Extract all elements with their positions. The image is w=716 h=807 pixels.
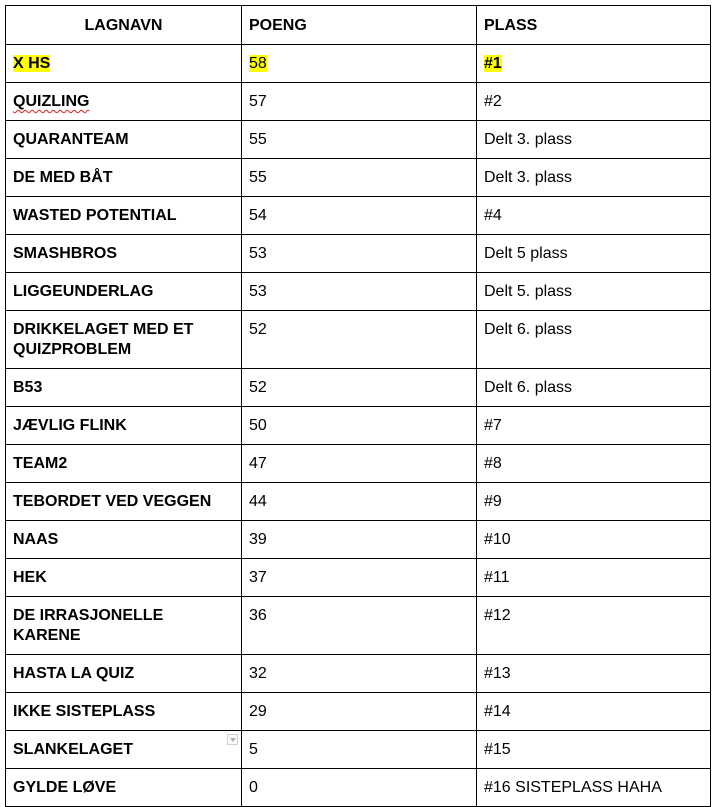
points-cell[interactable]: 44 bbox=[242, 483, 477, 521]
team-name-cell[interactable]: NAAS bbox=[6, 521, 242, 559]
table-row bbox=[6, 311, 711, 369]
team-name: X HS bbox=[13, 55, 51, 72]
table-row bbox=[6, 369, 711, 407]
table-row bbox=[6, 483, 711, 521]
table-row bbox=[6, 731, 711, 769]
team-name-cell[interactable]: LIGGEUNDERLAG bbox=[6, 273, 242, 311]
place-cell[interactable]: #4 bbox=[477, 197, 711, 235]
table-row bbox=[6, 83, 711, 121]
table-row bbox=[6, 769, 711, 807]
team-name-cell[interactable] bbox=[6, 45, 242, 83]
place-cell[interactable]: Delt 6. plass bbox=[477, 311, 711, 369]
points-cell[interactable]: 47 bbox=[242, 445, 477, 483]
place-cell[interactable]: Delt 5 plass bbox=[477, 235, 711, 273]
table-row bbox=[6, 445, 711, 483]
table-row bbox=[6, 121, 711, 159]
team-name-cell[interactable]: DE IRRASJONELLE KARENE bbox=[6, 597, 242, 655]
points-cell[interactable] bbox=[242, 45, 477, 83]
place-cell[interactable]: #13 bbox=[477, 655, 711, 693]
place-cell[interactable]: Delt 5. plass bbox=[477, 273, 711, 311]
place-cell[interactable] bbox=[477, 45, 711, 83]
points-cell[interactable]: 0 bbox=[242, 769, 477, 807]
place-cell[interactable]: #9 bbox=[477, 483, 711, 521]
team-name: QUIZLING bbox=[13, 93, 90, 110]
team-name: SLANKELAGET bbox=[13, 741, 133, 758]
team-name-cell[interactable]: B53 bbox=[6, 369, 242, 407]
table-row bbox=[6, 235, 711, 273]
points-cell[interactable]: 52 bbox=[242, 369, 477, 407]
table-row bbox=[6, 197, 711, 235]
place-cell[interactable]: #12 bbox=[477, 597, 711, 655]
place-cell[interactable]: #2 bbox=[477, 83, 711, 121]
place-cell[interactable]: Delt 3. plass bbox=[477, 121, 711, 159]
table-row bbox=[6, 597, 711, 655]
points-cell[interactable]: 37 bbox=[242, 559, 477, 597]
team-name-cell[interactable] bbox=[6, 731, 242, 769]
place: #1 bbox=[484, 55, 502, 72]
team-name-cell[interactable] bbox=[6, 83, 242, 121]
table-row bbox=[6, 559, 711, 597]
team-name-cell[interactable]: DRIKKELAGET MED ET QUIZPROBLEM bbox=[6, 311, 242, 369]
points-cell[interactable]: 36 bbox=[242, 597, 477, 655]
team-name-cell[interactable]: IKKE SISTEPLASS bbox=[6, 693, 242, 731]
place-cell[interactable]: #16 SISTEPLASS HAHA bbox=[477, 769, 711, 807]
table-row bbox=[6, 521, 711, 559]
table-row bbox=[6, 159, 711, 197]
team-name-cell[interactable]: HEK bbox=[6, 559, 242, 597]
team-name-cell[interactable]: QUARANTEAM bbox=[6, 121, 242, 159]
points-cell[interactable]: 55 bbox=[242, 121, 477, 159]
points-cell[interactable]: 39 bbox=[242, 521, 477, 559]
header-row bbox=[6, 6, 711, 45]
team-name-cell[interactable]: JÆVLIG FLINK bbox=[6, 407, 242, 445]
table-row bbox=[6, 655, 711, 693]
place-cell[interactable]: Delt 3. plass bbox=[477, 159, 711, 197]
header-place: PLASS bbox=[477, 6, 711, 45]
place-cell[interactable]: Delt 6. plass bbox=[477, 369, 711, 407]
points-cell[interactable]: 53 bbox=[242, 235, 477, 273]
team-name-cell[interactable]: TEBORDET VED VEGGEN bbox=[6, 483, 242, 521]
points-cell[interactable]: 57 bbox=[242, 83, 477, 121]
points-cell[interactable]: 5 bbox=[242, 731, 477, 769]
place-cell[interactable]: #15 bbox=[477, 731, 711, 769]
points: 58 bbox=[249, 55, 267, 72]
place-cell[interactable]: #11 bbox=[477, 559, 711, 597]
place-cell[interactable]: #8 bbox=[477, 445, 711, 483]
table-row bbox=[6, 693, 711, 731]
points-cell[interactable]: 52 bbox=[242, 311, 477, 369]
team-name-cell[interactable]: TEAM2 bbox=[6, 445, 242, 483]
place-cell[interactable]: #14 bbox=[477, 693, 711, 731]
points-cell[interactable]: 50 bbox=[242, 407, 477, 445]
team-name-cell[interactable]: GYLDE LØVE bbox=[6, 769, 242, 807]
table-row bbox=[6, 45, 711, 83]
table-row bbox=[6, 273, 711, 311]
table-row bbox=[6, 407, 711, 445]
points-cell[interactable]: 54 bbox=[242, 197, 477, 235]
points-cell[interactable]: 32 bbox=[242, 655, 477, 693]
points-cell[interactable]: 29 bbox=[242, 693, 477, 731]
place-cell[interactable]: #7 bbox=[477, 407, 711, 445]
team-name-cell[interactable]: SMASHBROS bbox=[6, 235, 242, 273]
team-name-cell[interactable]: WASTED POTENTIAL bbox=[6, 197, 242, 235]
header-points: POENG bbox=[242, 6, 477, 45]
header-team-name: LAGNAVN bbox=[6, 6, 242, 45]
place-cell[interactable]: #10 bbox=[477, 521, 711, 559]
team-name-cell[interactable]: HASTA LA QUIZ bbox=[6, 655, 242, 693]
points-cell[interactable]: 53 bbox=[242, 273, 477, 311]
dropdown-arrow-icon[interactable] bbox=[227, 734, 238, 745]
results-table bbox=[5, 5, 711, 807]
points-cell[interactable]: 55 bbox=[242, 159, 477, 197]
team-name-cell[interactable]: DE MED BÅT bbox=[6, 159, 242, 197]
